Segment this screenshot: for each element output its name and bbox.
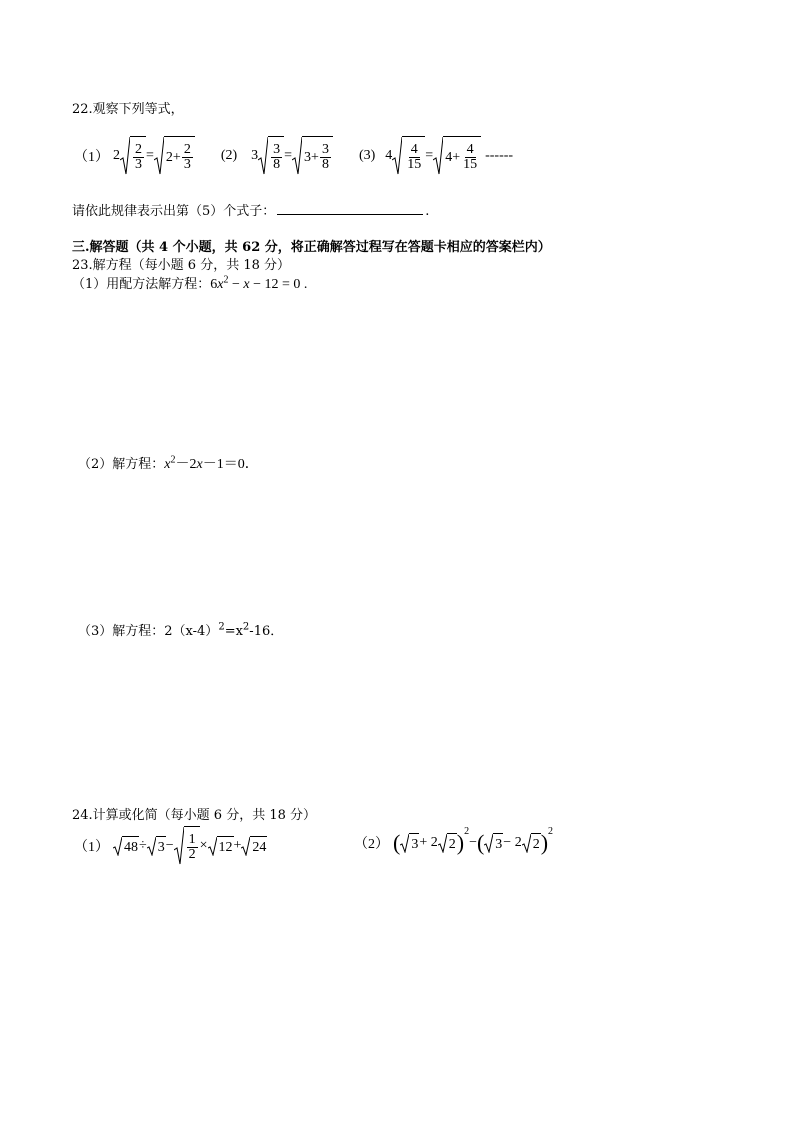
q23-p1-var2: x bbox=[243, 277, 250, 292]
q23-p1-label: （1）用配方法解方程： bbox=[72, 277, 211, 292]
q24-p2-minus: − bbox=[469, 835, 477, 850]
q24-p1-fden: 2 bbox=[188, 847, 196, 862]
q24-p1-r3: 12 bbox=[217, 836, 234, 856]
q24-p1-r2: 3 bbox=[156, 836, 166, 856]
answer-blank[interactable] bbox=[277, 202, 423, 215]
q24-p1-sqrt-24 bbox=[241, 836, 267, 856]
q22-eq2-coef: 3 bbox=[251, 148, 259, 163]
q24-p2-minus2: − 2 bbox=[503, 835, 522, 850]
q24-p2-sqrt-b bbox=[438, 833, 457, 853]
q22-eq3-den: 15 bbox=[407, 157, 422, 172]
q22-title: 22.观察下列等式， bbox=[72, 102, 184, 117]
q22-eq3-label: (3) bbox=[358, 148, 376, 163]
q24-p1-sqrt-3 bbox=[147, 836, 166, 856]
q22-eq3-num: 4 bbox=[410, 142, 418, 157]
q23-p3-exp2: 2 bbox=[242, 621, 250, 633]
q24-p2-sqrt-a bbox=[400, 833, 419, 853]
q24-p2-b: 2 bbox=[447, 833, 457, 853]
q22-eq3-equals: = bbox=[425, 148, 434, 163]
q22-eq2-num: 3 bbox=[273, 142, 281, 157]
q22-eq2-inner-num: 3 bbox=[321, 142, 329, 157]
q22-eq1-equals: = bbox=[146, 148, 154, 163]
q23-p2-exp: 2 bbox=[170, 454, 176, 466]
q24-part2: （2） ( 3 + 2 2 ) 2 − ( 3 − 2 2 ) 2 bbox=[354, 826, 554, 855]
q23-p1-coef: 6 bbox=[210, 277, 218, 292]
q23-p2-var: x bbox=[164, 457, 171, 472]
q23-p1-var: x bbox=[217, 277, 224, 292]
q23-p1-rest: − 12 = 0 . bbox=[249, 277, 308, 292]
q24-p1-sqrt-48 bbox=[113, 836, 139, 856]
q22-prompt: 请依此规律表示出第（5）个式子： bbox=[72, 204, 276, 219]
q22-eq3-radical-right bbox=[433, 136, 481, 176]
q22-eq3-inner-den: 15 bbox=[463, 157, 478, 172]
q24-p1-times: × bbox=[199, 838, 208, 853]
q23-p1-equation bbox=[210, 274, 308, 292]
q24-p1-fnum: 1 bbox=[188, 832, 196, 847]
q24-p1-r1: 48 bbox=[122, 836, 139, 856]
q24-p1-div: ÷ bbox=[139, 838, 147, 853]
q24-p2-lparen1: ( bbox=[393, 830, 401, 855]
q22-eq2-radical-left bbox=[258, 136, 284, 176]
q24-p1-label: （1） bbox=[74, 840, 109, 855]
q24-p2-plus: + 2 bbox=[419, 835, 438, 850]
q22-eq1-inner-int: 2+ bbox=[165, 149, 181, 165]
q23-part3 bbox=[78, 620, 283, 639]
q22-eq3-coef: 4 bbox=[385, 148, 393, 163]
q23-p3-mid: =x bbox=[224, 624, 243, 639]
q24-p2-lparen2: ( bbox=[476, 830, 485, 855]
q23-part1 bbox=[72, 273, 307, 293]
q23-p2-rest: －1＝0． bbox=[202, 457, 259, 472]
q23-p1-exp: 2 bbox=[223, 274, 229, 286]
q22-eq1-inner-den: 3 bbox=[183, 157, 191, 172]
q24-p2-d: 2 bbox=[531, 833, 541, 853]
q22-equations bbox=[74, 136, 513, 176]
q22-eq1-radical-left bbox=[120, 136, 146, 176]
q23-p3-label: （3）解方程：2（x-4） bbox=[78, 624, 219, 639]
q24-p2-rparen1: ) bbox=[456, 830, 465, 855]
section3-heading: 三.解答题（共 4 个小题，共 62 分，将正确解答过程写在答题卡相应的答案栏内） bbox=[72, 240, 551, 255]
q24-title: 24.计算或化简（每小题 6 分，共 18 分） bbox=[72, 808, 317, 823]
q24-p1-r4: 24 bbox=[250, 836, 267, 856]
q24-p2-c: 3 bbox=[493, 833, 503, 853]
q22-eq3-tail: ------ bbox=[485, 148, 514, 163]
q24-p1-sqrt-12 bbox=[208, 836, 234, 856]
q24-p2-a: 3 bbox=[409, 833, 419, 853]
q24-p1-plus: + bbox=[233, 838, 242, 853]
q22-eq2-den: 8 bbox=[273, 157, 281, 172]
q24-p2-sqrt-c bbox=[484, 833, 503, 853]
q23-p2-minus: －2 bbox=[175, 457, 197, 472]
q22-eq1-label: （1） bbox=[74, 150, 109, 165]
q22-eq1-den: 3 bbox=[135, 157, 142, 172]
q22-eq2-inner-den: 8 bbox=[321, 157, 329, 172]
q22-eq2-inner-int: 3+ bbox=[304, 149, 319, 165]
q22-eq3-inner-int: 4+ bbox=[445, 149, 461, 165]
q24-p2-sqrt-d bbox=[522, 833, 541, 853]
q22-prompt-end: . bbox=[425, 204, 430, 219]
q22-eq1-inner-num: 2 bbox=[183, 142, 191, 157]
q22-eq1-coef: 2 bbox=[113, 148, 120, 163]
q24-p2-label: （2） bbox=[354, 837, 389, 852]
q23-p3-rest: -16． bbox=[249, 624, 284, 639]
q23-p3-exp1: 2 bbox=[218, 621, 225, 633]
q24-p1-sqrt-half bbox=[174, 826, 200, 866]
q23-part2 bbox=[78, 453, 259, 473]
q23-p2-var2: x bbox=[196, 457, 203, 472]
q24-part1 bbox=[74, 826, 267, 866]
q22-eq1-radical-right bbox=[154, 136, 195, 176]
q22-eq2-radical-right bbox=[292, 136, 333, 176]
q22-eq1-num: 2 bbox=[135, 142, 142, 157]
q22-eq2-equals: = bbox=[284, 148, 293, 163]
q22-eq3-radical-left bbox=[392, 136, 425, 176]
q24-p1-minus: − bbox=[165, 838, 174, 853]
q23-p2-label: （2）解方程： bbox=[78, 457, 165, 472]
q22-eq3-inner-num: 4 bbox=[466, 142, 474, 157]
q22-eq2-label: (2) bbox=[220, 148, 238, 163]
q23-p1-minus: − bbox=[228, 277, 244, 292]
q24-p2-rparen2: ) bbox=[540, 830, 549, 855]
q23-p2-equation bbox=[164, 454, 259, 472]
q23-title: 23.解方程（每小题 6 分，共 18 分） bbox=[72, 258, 291, 273]
q22-prompt-line bbox=[72, 200, 429, 219]
